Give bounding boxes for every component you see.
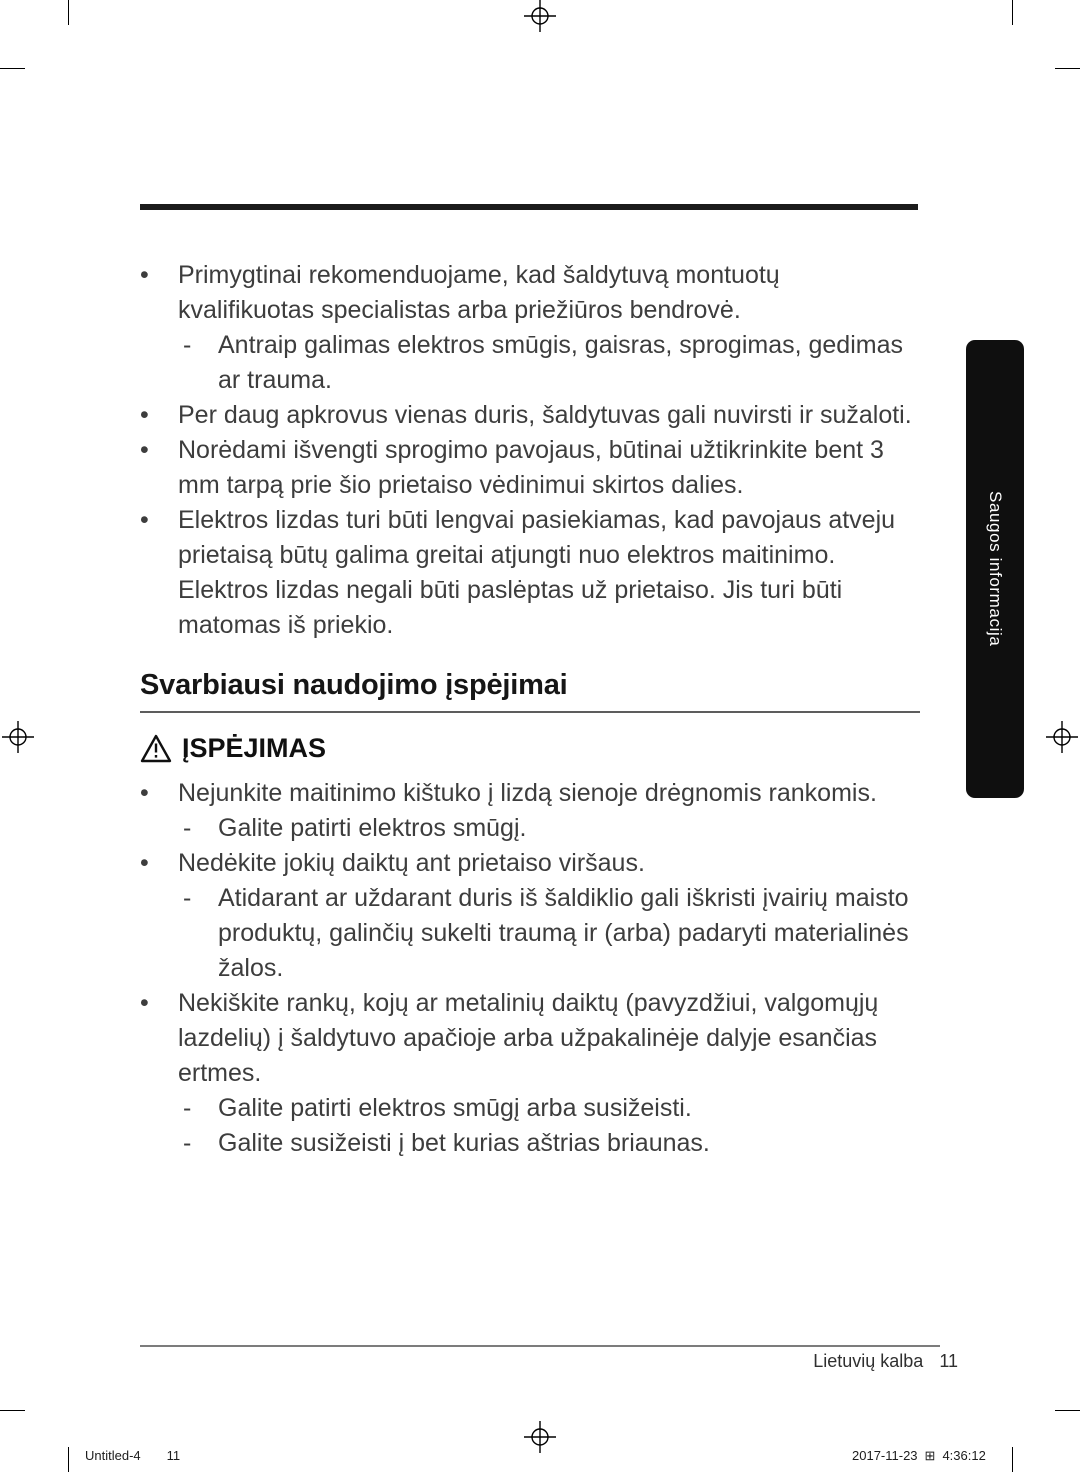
list-item	[140, 846, 920, 881]
list-item	[140, 986, 920, 1091]
dash-marker: -	[183, 884, 192, 912]
warning-triangle-icon	[140, 734, 172, 763]
list-item	[140, 258, 920, 328]
bullet-marker: •	[140, 779, 149, 807]
safety-list-top	[140, 258, 920, 643]
list-item	[140, 1091, 920, 1126]
list-item-text: Antraip galimas elektros smūgis, gaisras, sprogimas, gedimas ar trauma.	[218, 331, 903, 394]
list-item	[140, 328, 920, 398]
warning-heading	[140, 733, 920, 764]
bullet-marker: •	[140, 506, 149, 534]
list-item-text: Nedėkite jokių daiktų ant prietaiso viršaus.	[178, 849, 645, 877]
list-item	[140, 1126, 920, 1161]
list-item-text: Galite susižeisti į bet kurias aštrias briaunas.	[218, 1129, 710, 1157]
list-item-text: Norėdami išvengti sprogimo pavojaus, būtinai užtikrinkite bent 3 mm tarpą prie šio prietaiso vėdinimui skirtos dalies.	[178, 436, 884, 499]
print-time: 4:36:12	[942, 1448, 986, 1463]
list-item	[140, 811, 920, 846]
list-item	[140, 398, 920, 433]
list-item-text: Atidarant ar uždarant duris iš šaldiklio gali iškristi įvairių maisto produktų, galinčių sukelti traumą ir (arba) padaryti materialinės žalos.	[218, 884, 909, 982]
list-item	[140, 776, 920, 811]
registration-mark-icon	[1045, 720, 1079, 754]
safety-list-warning	[140, 776, 920, 1161]
side-tab-saugos-informacija	[966, 340, 1024, 798]
footer-page-number: 11	[939, 1351, 958, 1371]
page-footer	[813, 1351, 958, 1372]
list-item-text: Primygtinai rekomenduojame, kad šaldytuvą montuotų kvalifikuotas specialistas arba priežiūros bendrovė.	[178, 261, 780, 324]
print-doc-name: Untitled-4	[85, 1448, 141, 1463]
bullet-marker: •	[140, 849, 149, 877]
registration-mark-icon	[523, 1420, 557, 1454]
print-slug-right	[852, 1448, 986, 1463]
crop-mark	[68, 0, 69, 25]
dash-marker: -	[183, 814, 192, 842]
section-title: Svarbiausi naudojimo įspėjimai	[140, 669, 568, 701]
footer-language-label: Lietuvių kalba	[813, 1351, 924, 1371]
side-tab-label: Saugos informacija	[986, 491, 1005, 647]
list-item-text: Elektros lizdas turi būti lengvai pasiekiamas, kad pavojaus atveju prietaisą būtų galima greitai atjungti nuo elektros maitinimo. Elektros lizdas negali būti paslėptas už prietaiso. Jis turi būti matomas iš priekio.	[178, 506, 896, 639]
footer-rule	[140, 1345, 940, 1347]
crop-mark	[0, 1410, 25, 1411]
section-title-rule	[140, 711, 920, 713]
dash-marker: -	[183, 1129, 192, 1157]
crop-mark	[1055, 1410, 1080, 1411]
print-doc-page: 11	[166, 1448, 181, 1463]
print-slug-left	[85, 1448, 180, 1463]
list-item-text: Galite patirti elektros smūgį arba susižeisti.	[218, 1094, 692, 1122]
bullet-marker: •	[140, 989, 149, 1017]
crop-mark	[1012, 0, 1013, 25]
warning-label: ĮSPĖJIMAS	[182, 733, 327, 763]
dash-marker: -	[183, 1094, 192, 1122]
list-item-text: Nejunkite maitinimo kištuko į lizdą sienoje drėgnomis rankomis.	[178, 779, 877, 807]
content-area	[140, 258, 920, 1161]
list-item-text: Nekiškite rankų, kojų ar metalinių daiktų (pavyzdžiui, valgomųjų lazdelių) į šaldytuvo apačioje arba užpakalinėje dalyje esančias ertmes.	[178, 989, 879, 1087]
crop-mark	[68, 1447, 69, 1472]
crop-mark	[1055, 68, 1080, 69]
bullet-marker: •	[140, 436, 149, 464]
crop-mark	[1012, 1447, 1013, 1472]
bullet-marker: •	[140, 401, 149, 429]
print-date: 2017-11-23	[852, 1448, 918, 1463]
list-item-text: Galite patirti elektros smūgį.	[218, 814, 527, 842]
print-mark-icon: ⊞	[924, 1448, 936, 1463]
top-rule	[140, 204, 918, 210]
list-item	[140, 433, 920, 503]
list-item	[140, 503, 920, 643]
registration-mark-icon	[523, 0, 557, 33]
list-item-text: Per daug apkrovus vienas duris, šaldytuvas gali nuvirsti ir sužaloti.	[178, 401, 912, 429]
bullet-marker: •	[140, 261, 149, 289]
list-item	[140, 881, 920, 986]
registration-mark-icon	[1, 720, 35, 754]
crop-mark	[0, 68, 25, 69]
dash-marker: -	[183, 331, 192, 359]
